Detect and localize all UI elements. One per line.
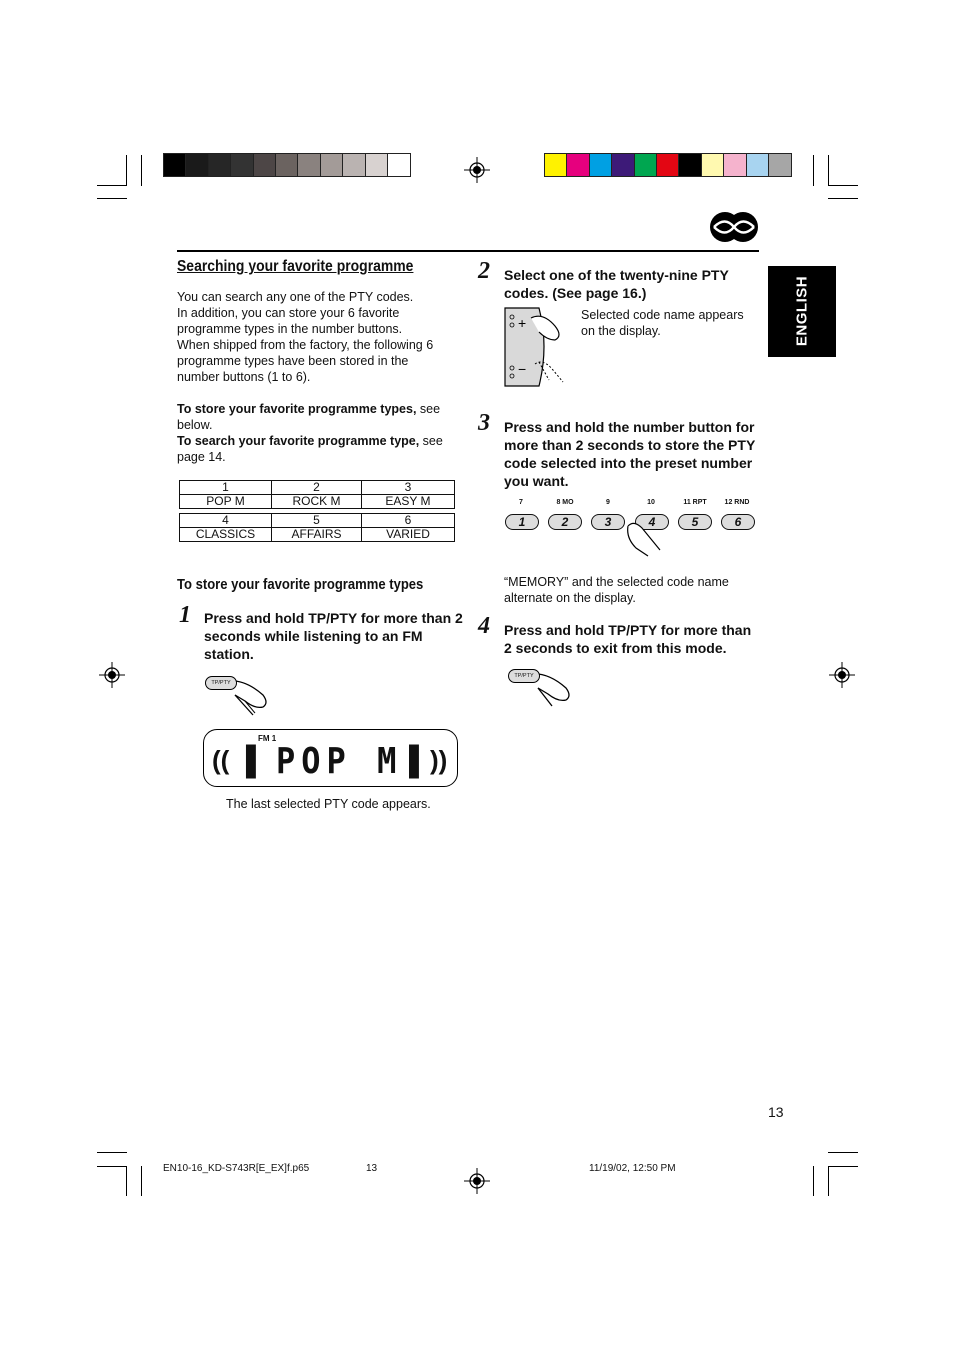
step-4-text: Press and hold TP/PTY for more than 2 seconds to exit from this mode. [504,622,752,656]
language-label: ENGLISH [793,275,811,347]
color-swatch [635,154,657,176]
button-top-label: 8 MO [556,499,574,506]
preset-table [179,480,455,542]
caption-line: on the display. [581,324,661,338]
search-reference [177,433,457,465]
store-reference-bold: To store your favorite programme types, [177,402,417,416]
color-swatch [612,154,634,176]
step-2-number: 2 [478,258,490,284]
preset-name: AFFAIRS [272,528,362,542]
preset-number: 5 [272,514,362,528]
section-title: Searching your favorite programme [177,258,414,275]
step-3-number: 3 [478,410,490,436]
language-side-tab [768,266,836,357]
color-swatch [276,154,298,176]
svg-text:−: − [518,361,527,377]
step-2-caption [581,307,756,339]
preset-button-5[interactable]: 5 [678,514,712,530]
display-pty-text: POP M [276,740,403,782]
footer-file-page: 13 [366,1163,378,1174]
plus-minus-button-icon [503,306,575,388]
table-row [180,528,455,542]
footer-file-name: EN10-16_KD-S743R[E_EX]f.p65 [163,1163,310,1174]
store-section-title: To store your favorite programme types [177,577,424,593]
intro-line: programme types have been stored in the [177,354,409,368]
preset-name: CLASSICS [180,528,272,542]
radio-display-panel [203,729,458,787]
color-swatch [231,154,253,176]
color-swatch [702,154,724,176]
color-swatch [321,154,343,176]
color-swatch [343,154,365,176]
preset-number: 4 [180,514,272,528]
preset-number: 6 [362,514,455,528]
color-swatch [366,154,388,176]
button-top-label: 10 [647,499,655,506]
button-top-label: 11 RPT [683,499,707,506]
color-swatch [679,154,701,176]
tp-pty-button[interactable]: TP/PTY [508,669,540,683]
step-2-text: Select one of the twenty-nine PTY codes. (See page 16.) [504,267,729,301]
color-swatch [186,154,208,176]
store-reference [177,401,457,433]
store-reference-rest: see below. [177,402,441,432]
plus-minus-control-figure [503,306,575,393]
preset-name: POP M [180,495,272,509]
color-swatch [254,154,276,176]
preset-button-6[interactable]: 6 [721,514,755,530]
registration-target-icon [464,1168,490,1194]
search-reference-rest: see page 14. [177,434,443,464]
caption-line: Selected code name appears [581,308,744,322]
color-swatch [724,154,746,176]
step-3-text: Press and hold the number button for more than 2 seconds to store the PTY code selected into the preset number you want. [504,419,756,489]
color-swatch [164,154,186,176]
preset-table-row-group-1 [179,480,455,509]
color-swatch [747,154,769,176]
color-swatch [388,154,410,176]
step-1-text: Press and hold TP/PTY for more than 2 seconds while listening to an FM station. [204,610,463,662]
preset-number: 1 [180,481,272,495]
footer-timestamp: 11/19/02, 12:50 PM [589,1163,676,1174]
caption-line: alternate on the display. [504,591,636,605]
tp-pty-button-figure [205,673,275,723]
color-swatch [590,154,612,176]
display-left-bracket-icon: (( [212,745,230,775]
button-top-label: 12 RND [724,499,750,506]
color-swatch [545,154,567,176]
intro-paragraph [177,289,467,385]
color-swatch [209,154,231,176]
rds-logo-icon [708,210,760,244]
preset-number: 3 [362,481,455,495]
registration-target-icon [464,157,490,183]
search-reference-bold: To search your favorite programme type, [177,434,420,448]
finger-press-icon [620,522,670,558]
button-top-label: 9 [606,499,610,506]
registration-target-icon [829,662,855,688]
preset-button-1[interactable]: 1 [505,514,539,530]
registration-target-icon [99,662,125,688]
number-buttons-figure [500,496,762,556]
color-swatch [769,154,791,176]
tp-pty-button[interactable]: TP/PTY [205,676,237,690]
step-3-caption [504,574,760,606]
color-swatch [298,154,320,176]
caption-line: “MEMORY” and the selected code name [504,575,729,589]
display-band-label: FM 1 [258,734,277,743]
table-row [180,514,455,528]
svg-text:+: + [518,315,527,331]
display-left-meter-icon: ▐ [236,745,256,776]
page-number: 13 [768,1104,784,1120]
intro-line: programme types in the number buttons. [177,322,403,336]
preset-name: ROCK M [272,495,362,509]
intro-line: number buttons (1 to 6). [177,370,311,384]
preset-button-3[interactable]: 3 [591,514,625,530]
table-row [180,481,455,495]
display-right-meter-icon: ▌ [409,745,429,776]
intro-line: In addition, you can store your 6 favorite [177,306,400,320]
table-row [180,495,455,509]
header-rule [177,250,759,252]
preset-name: EASY M [362,495,455,509]
color-swatch [567,154,589,176]
preset-number: 2 [272,481,362,495]
tp-pty-button-figure-exit [508,666,578,716]
button-top-label: 7 [519,499,523,506]
step-4-number: 4 [478,613,490,639]
step-1-caption: The last selected PTY code appears. [226,797,431,811]
preset-button-2[interactable]: 2 [548,514,582,530]
intro-line: You can search any one of the PTY codes. [177,290,414,304]
color-swatch [657,154,679,176]
step-1-number: 1 [179,602,191,628]
preset-table-row-group-2 [179,513,455,542]
intro-line: When shipped from the factory, the following 6 [177,338,434,352]
display-right-bracket-icon: )) [430,745,448,775]
preset-button-4[interactable]: 4 [635,514,669,530]
preset-name: VARIED [362,528,455,542]
